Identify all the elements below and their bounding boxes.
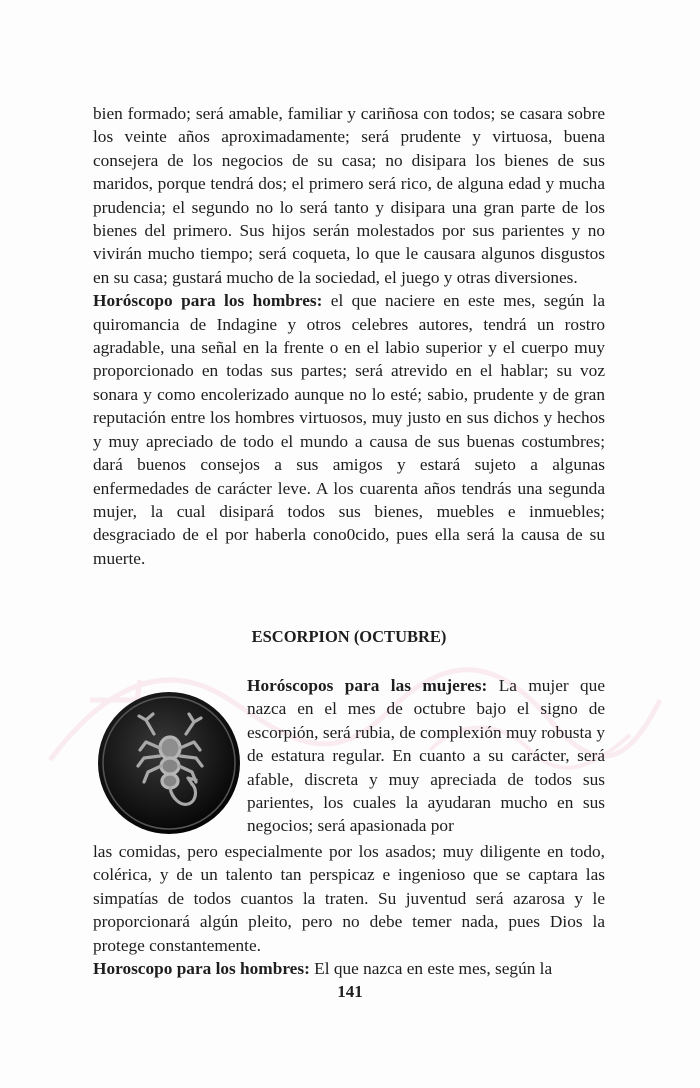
paragraph-women-scorpio bbox=[247, 674, 605, 838]
paragraph-men-horoscope bbox=[93, 289, 605, 570]
men-horoscope-body: el que naciere en este mes, según la quiromancia de Indagine y otros celebres autores, tendrá un rostro agradable, una señal en la frente o en el labio superior y el cuerpo muy proporcionado en todas sus partes; será atrevido en el hablar; su voz sonara y como encolerizado aunque no lo esté; sabio, prudente y de gran reputación entre los hombres virtuosos, muy justo en sus dichos y hechos y muy apreciado de todo el mundo a causa de sus buenas costumbres; dará buenos consejos a sus amigos y estará sujeto a algunas enfermedades de carácter leve. A los cuarenta años tendrás una segunda mujer, la cual disipará todos sus bienes, muebles e inmuebles; desgraciado de el por haberla cono0cido, pues ella será la causa de su muerte. bbox=[93, 291, 605, 568]
scorpio-women-text bbox=[247, 674, 605, 838]
women-horoscope-body: La mujer que nazca en el mes de octubre bajo el signo de escorpión, será rubia, de complexión muy robusta y de estatura regular. En cuanto a su carácter, será afable, discreta y muy apreciada de todos sus parientes, los cuales la ayudaran mucho en sus negocios; será apasionada por bbox=[247, 676, 605, 836]
scorpion-icon bbox=[96, 690, 242, 836]
section-title: ESCORPION (OCTUBRE) bbox=[251, 627, 447, 646]
paragraph-men-scorpio bbox=[93, 957, 605, 980]
paragraph-women-scorpio-continued: las comidas, pero especialmente por los asados; muy diligente en todo, colérica, y de un talento tan perspicaz e ingenioso que se captara las simpatías de todos cuantos la traten. Su juventud será azarosa y le proporcionará algún pleito, pero no debe temer nada, pues Dios la protege constantemente. bbox=[93, 842, 605, 955]
men-scorpio-body: El que nazca en este mes, según la bbox=[309, 959, 553, 979]
main-text bbox=[93, 102, 605, 570]
men-scorpio-heading: Horoscopo para los hombres: bbox=[93, 959, 310, 979]
women-horoscope-heading: Horóscopos para las mujeres: bbox=[247, 676, 488, 695]
men-horoscope-heading: Horóscopo para los hombres: bbox=[93, 291, 323, 311]
continued-text bbox=[93, 840, 605, 980]
page-number: 141 bbox=[337, 982, 363, 1001]
paragraph-women-continued: bien formado; será amable, familiar y cariñosa con todos; se casara sobre los veinte años aproximadamente; será prudente y virtuosa, buena consejera de los negocios de su casa; no disipara los bienes de sus maridos, porque tendrá dos; el primero será rico, de alguna edad y mucha prudencia; el segundo no lo será tanto y disipara una gran parte de los bienes del primero. Sus hijos serán molestados por sus parientes y no vivirán mucho tiempo; será coqueta, lo que le causara algunos disgustos en su casa; gustará mucho de la sociedad, el juego y otras diversiones. bbox=[93, 104, 605, 287]
